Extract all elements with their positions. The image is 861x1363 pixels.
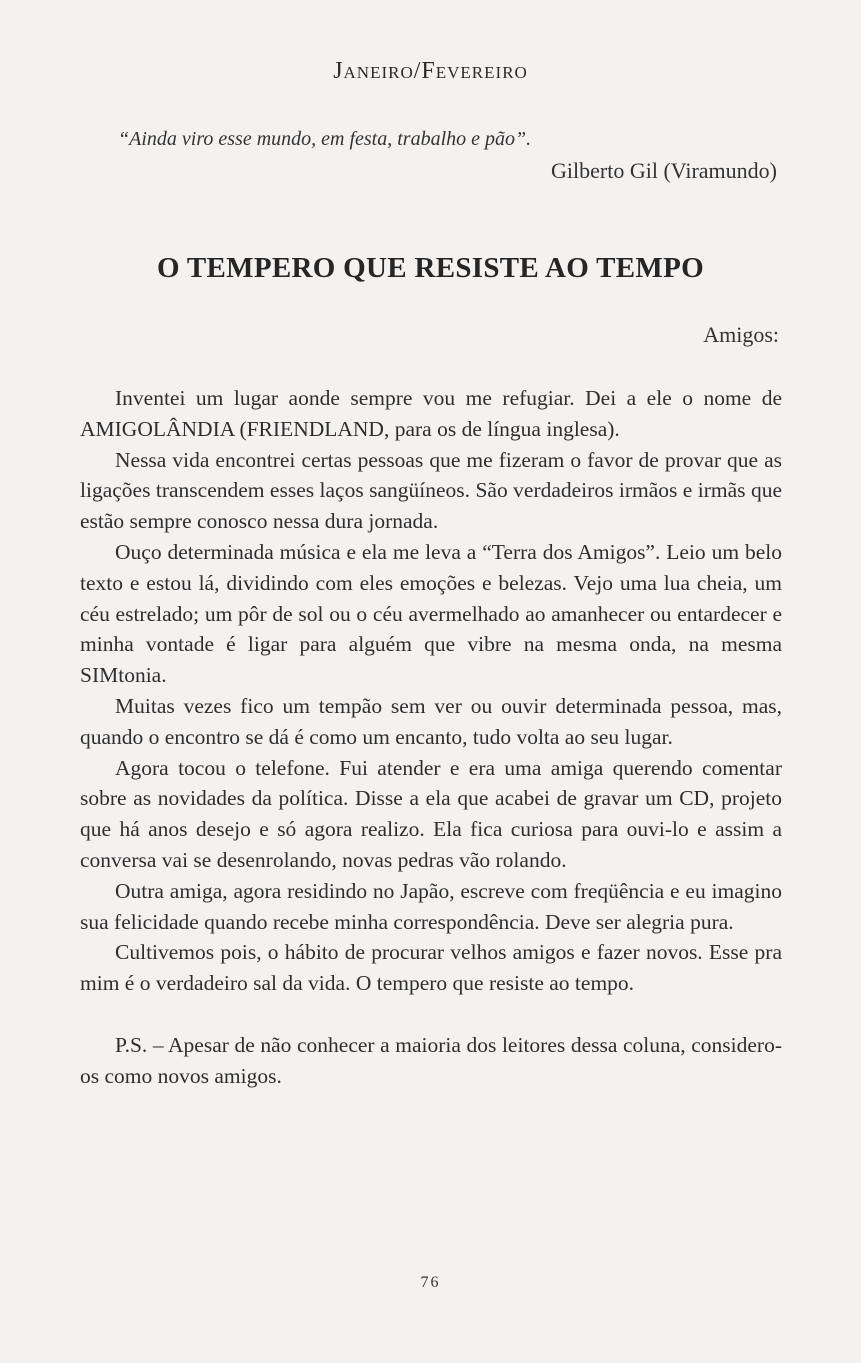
salutation: Amigos:: [703, 322, 779, 347]
paragraph: Cultivemos pois, o hábito de procurar velhos amigos e fazer novos. Esse pra mim é o verdadeiro sal da vida. O tempero que resiste ao tempo.: [80, 940, 782, 996]
article-body: [80, 383, 782, 1092]
running-head: Janeiro/Fevereiro: [333, 58, 528, 84]
paragraph: Agora tocou o telefone. Fui atender e era uma amiga querendo comentar sobre as novidades da política. Disse a ela que acabei de gravar um CD, projeto que há anos desejo e só agora realizo. Ela fica curiosa para ouvi-lo e assim a conversa vai se desenrolando, novas pedras vão rolando.: [80, 755, 782, 872]
paragraph: Nessa vida encontrei certas pessoas que me fizeram o favor de provar que as ligações transcendem esses laços sangüíneos. São verdadeiros irmãos e irmãs que estão sempre conosco nessa dura jornada.: [80, 447, 782, 534]
epigraph-author: Gilberto Gil (Viramundo): [551, 158, 777, 183]
postscript: P.S. – Apesar de não conhecer a maioria dos leitores dessa coluna, considero-os como novos amigos.: [80, 1032, 782, 1088]
paragraph: Muitas vezes fico um tempão sem ver ou ouvir determinada pessoa, mas, quando o encontro se dá é como um encanto, tudo volta ao seu lugar.: [80, 693, 782, 749]
paragraph: Inventei um lugar aonde sempre vou me refugiar. Dei a ele o nome de AMIGOLÂNDIA (FRIENDLAND, para os de língua inglesa).: [80, 386, 782, 441]
paragraph: Ouço determinada música e ela me leva a “Terra dos Amigos”. Leio um belo texto e estou lá, dividindo com eles emoções e belezas. Vejo uma lua cheia, um céu estrelado; um pôr de sol ou o céu avermelhado ao amanhecer ou entardecer e minha vontade é ligar para alguém que vibre na mesma onda, na mesma SIMtonia.: [80, 539, 782, 688]
epigraph-quote: “Ainda viro esse mundo, em festa, trabalho e pão”.: [118, 128, 532, 150]
paragraph: Outra amiga, agora residindo no Japão, escreve com freqüência e eu imagino sua felicidade quando recebe minha correspondência. Deve ser alegria pura.: [80, 878, 782, 934]
page-number: 76: [420, 1274, 441, 1291]
article-title: O TEMPERO QUE RESISTE AO TEMPO: [157, 252, 704, 284]
